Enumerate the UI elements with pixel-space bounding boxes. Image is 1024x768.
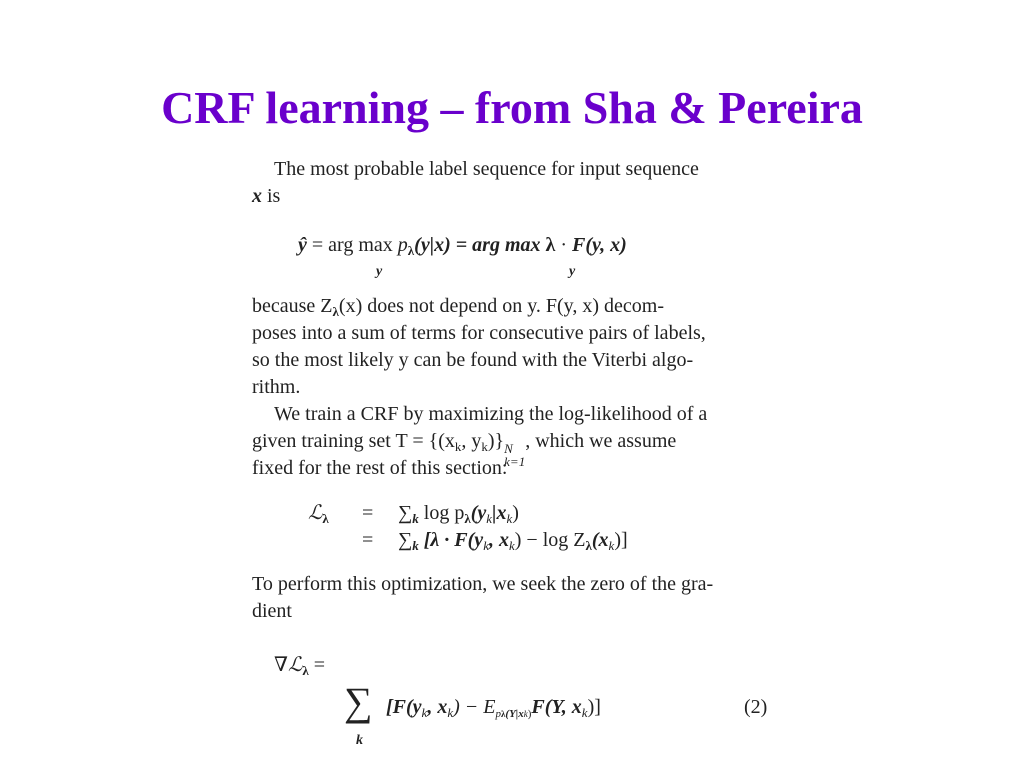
equation-gradient-lhs (274, 652, 325, 684)
math-text: F(Y, x (531, 696, 582, 718)
text-fragment: )} (487, 430, 505, 452)
equation-equals: = (362, 502, 374, 524)
paragraph-line: so the most likely y can be found with the Viterbi algo- (252, 349, 694, 371)
math-subscript: λ (407, 243, 415, 258)
text-fragment: because Z (252, 295, 333, 317)
equation-gradient-body (386, 694, 601, 728)
math-subscript: k (508, 538, 515, 553)
math-symbol: ℒ (308, 502, 323, 524)
math-text: · (555, 234, 573, 256)
math-text: , x (427, 696, 448, 718)
math-subscript: k (412, 538, 419, 553)
summation-symbol: ∑ (344, 679, 373, 724)
math-text: ) − E (453, 696, 496, 718)
math-subscript: (Y|x (505, 708, 524, 720)
math-symbol: p (397, 234, 408, 256)
math-text: )] (587, 696, 601, 718)
text-fragment: , which we assume (525, 430, 677, 452)
paragraph-line: We train a CRF by maximizing the log-likelihood of a (274, 403, 708, 425)
slide-title: CRF learning – from Sha & Pereira (161, 82, 863, 133)
equation-number: (2) (744, 696, 768, 718)
equation-argmax (298, 232, 627, 264)
paragraph-line: poses into a sum of terms for consecutive pairs of labels, (252, 322, 706, 344)
math-symbol: λ (545, 234, 556, 256)
math-subscript: λ (302, 663, 309, 678)
math-subscript: λ (464, 511, 471, 526)
math-symbol: ∑ (398, 502, 413, 524)
math-text: (y (470, 502, 487, 524)
math-subscript: k (608, 538, 615, 553)
math-symbol: F (572, 234, 586, 256)
text-fragment: (x) does not depend on y. F(y, x) decom- (338, 295, 665, 317)
paragraph-line: To perform this optimization, we seek the zero of the gra- (252, 573, 714, 595)
summation-index: k (356, 733, 363, 748)
math-subscript: k (486, 511, 493, 526)
math-subscript: ) (527, 708, 532, 720)
argmax-subscript: y (376, 264, 383, 279)
text-fragment: , y (461, 430, 482, 452)
math-text: [F(y (386, 696, 422, 718)
math-symbol: x (252, 185, 262, 207)
argmax-subscript: y (569, 264, 576, 279)
math-text: log p (418, 502, 465, 524)
math-subscript: k (506, 511, 513, 526)
math-subscript: k (421, 705, 428, 720)
math-text: ) − log Z (514, 529, 586, 551)
math-text: )] (614, 529, 628, 551)
math-text: (x (591, 529, 609, 551)
math-symbol: ∇ℒ (274, 654, 303, 676)
paragraph-line: fixed for the rest of this section: (252, 457, 508, 479)
math-superscript: N (504, 441, 513, 456)
text-fragment: is (262, 185, 281, 207)
paragraph-line: rithm. (252, 376, 301, 398)
equation-loglik-row2 (398, 527, 628, 559)
math-subscript: k (523, 709, 528, 719)
math-subscript: k (454, 439, 462, 454)
math-symbol: ŷ (298, 234, 307, 256)
math-text: = arg max (306, 234, 398, 256)
math-subscript: p (495, 708, 501, 720)
math-subscript: λ (585, 538, 592, 553)
math-text: [λ · F(y (418, 529, 484, 551)
math-symbol: ∑ (398, 529, 413, 551)
text-fragment: given training set T = {(x (252, 430, 455, 452)
math-text: (y|x) = arg max (414, 234, 546, 256)
math-subscript: k (483, 538, 489, 553)
math-subscript: k (481, 439, 488, 454)
equation-equals: = (362, 529, 374, 551)
math-subscript: k (581, 705, 588, 720)
math-text: , x (488, 529, 509, 551)
equation-loglik-lhs (308, 500, 329, 532)
math-subscript: k (412, 511, 419, 526)
math-text: ) (512, 502, 519, 524)
math-subscript: k=1 (504, 454, 526, 469)
math-text: = (308, 654, 326, 676)
math-subscript: λ (500, 709, 506, 719)
math-text: (y, x) (585, 234, 627, 256)
math-subscript: λ (332, 304, 339, 319)
paragraph-line: dient (252, 600, 292, 622)
paragraph-line (252, 183, 280, 210)
math-subscript: k (447, 705, 454, 720)
paper-excerpt (252, 152, 774, 752)
math-text: |x (492, 502, 507, 524)
paragraph-line: The most probable label sequence for input sequence (274, 158, 699, 180)
math-subscript: λ (322, 511, 329, 526)
